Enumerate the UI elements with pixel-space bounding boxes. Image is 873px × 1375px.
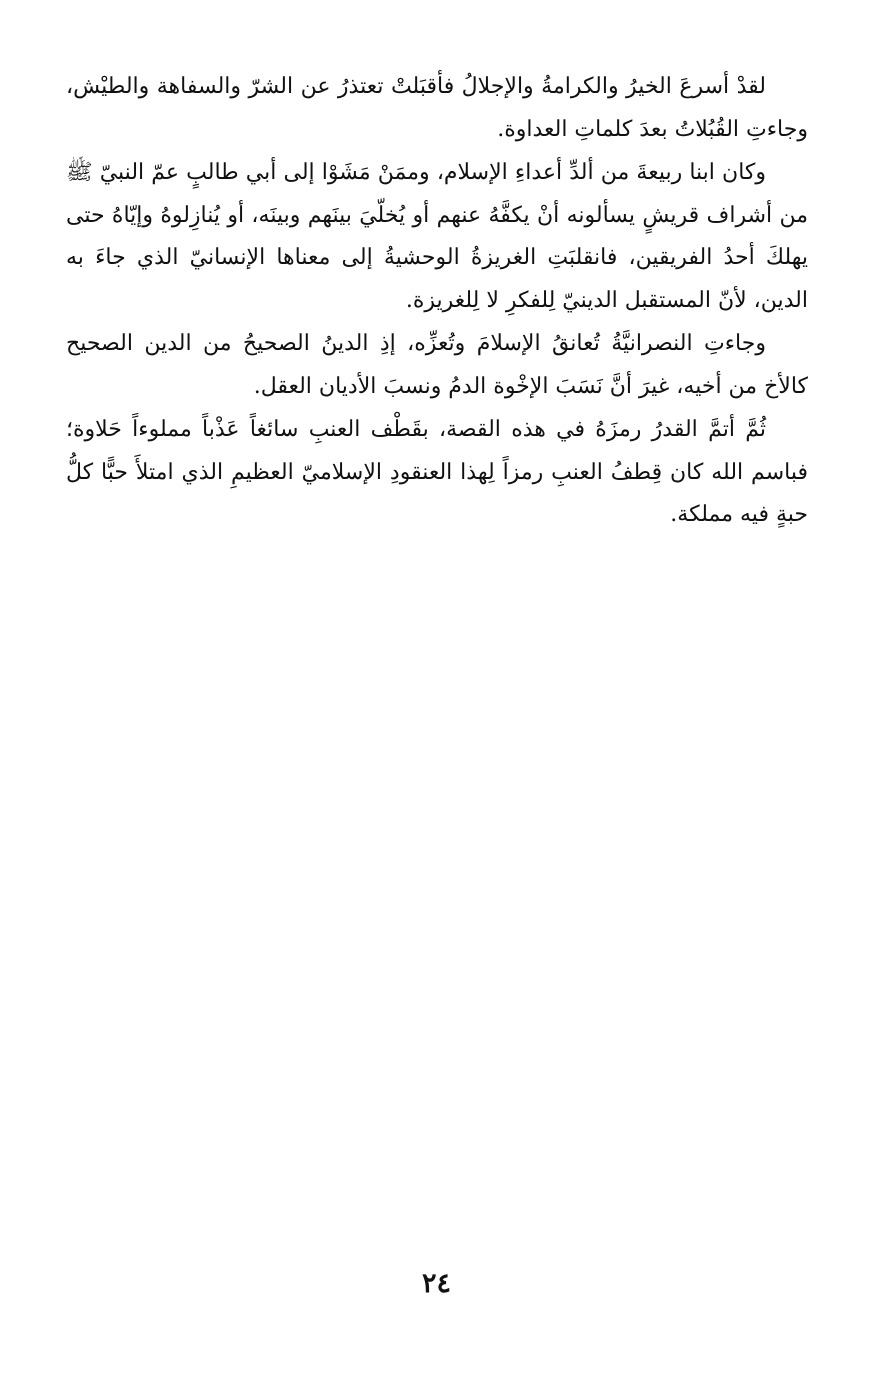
paragraph-3: وجاءتِ النصرانيَّةُ تُعانقُ الإسلامَ وتُعزِّه، إذِ الدينُ الصحيحُ من الدين الصحيح كالأخ من أخيه، غيرَ أنَّ نَسَبَ الإخْوة الدمُ ونسبَ الأديان العقل. [66, 331, 808, 399]
paragraph-1: لقدْ أسرعَ الخيرُ والكرامةُ والإجلالُ فأقبَلتْ تعتذرُ عن الشرّ والسفاهة والطيْش، وجاءتِ القُبُلاتُ بعدَ كلماتِ العداوة. [66, 74, 808, 142]
paragraph-4: ثُمَّ أتمَّ القدرُ رمزَهُ في هذه القصة، بقَطْف العنبِ سائغاً عَذْباً مملوءاً حَلاوة؛ فباسم الله كان قِطفُ العنبِ رمزاً لِهذا العنقودِ الإسلاميّ العظيمِ الذي امتلأَ حبًّا كلُّ حبةٍ فيه مملكة. [66, 417, 808, 527]
page-number: ٢٤ [421, 1268, 451, 1299]
body-text [66, 66, 808, 537]
paragraph-2: وكان ابنا ربيعةَ من ألدِّ أعداءِ الإسلام، وممَنْ مَشَوْا إلى أبي طالبٍ عمّ النبيّ ﷺ من أشراف قريشٍ يسألونه أنْ يكفَّهُ عنهم أو يُخلّيَ بينَهم وبينَه، أو يُنازِلوهُ وإيّاهُ حتى يهلكَ أحدُ الفريقين، فانقلبَتِ الغريزةُ الوحشيةُ إلى معناها الإنسانيّ الذي جاءَ به الدين، لأنّ المستقبل الدينيّ لِلفكرِ لا لِلغريزة. [66, 160, 808, 313]
